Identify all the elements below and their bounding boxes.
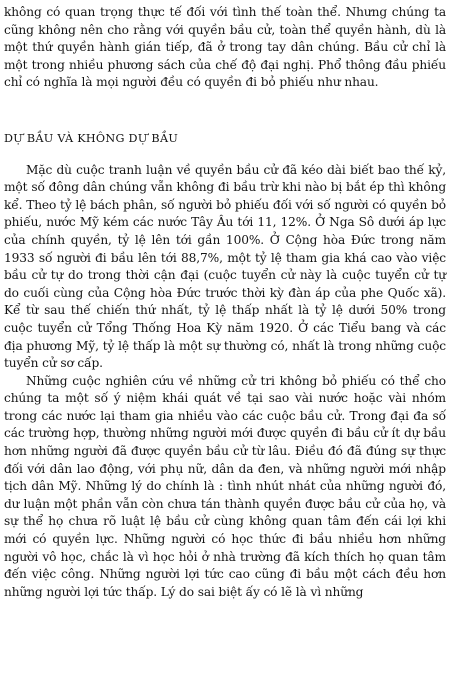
section-heading: DỰ BẦU VÀ KHÔNG DỰ BẦU bbox=[4, 131, 179, 145]
intro-paragraph: không có quan trọng thực tế đối với tình thế toàn thể. Nhưng chúng ta cũng không nên cho rằng với quyền bầu cử, toàn thể quyền hành, dù là một thứ quyền hành gián tiếp, đã ở trong tay dân chúng. Bầu cử chỉ là một trong nhiều phương sách của chế độ đại nghị. Phổ thông đầu phiếu chỉ có nghĩa là mọi người đều có quyền đi bỏ phiếu như nhau. bbox=[4, 5, 446, 90]
body-paragraph-2: Những cuộc nghiên cứu về những cử tri không bỏ phiếu có thể cho chúng ta một số ý niệm khái quát về tại sao vài nước hoặc vài nhóm trong các nước lại tham gia nhiều vào các cuộc bầu cử. Trong đại đa số các trường hợp, thường những người mới được quyền đi bầu cử ít dự bầu hơn những người đã được quyền bầu cử từ lâu. Điều đó đã đúng sự thực đối với dân lao động, với phụ nữ, dân da đen, và những người mới nhập tịch dân Mỹ. Những lý do chính là : tình nhút nhát của những người đó, dư luận một phần vẫn còn chưa tán thành quyền được bầu cử của họ, và sự thể họ chưa rõ luật lệ bầu cử cùng không quan tâm đến cái lợi khi mới có quyền lực. Những người có học thức đi bầu nhiều hơn những người vô học, chắc là vì học hỏi ở nhà trường đã kích thích họ quan tâm đến việc công. Những người lợi tức cao cũng đi bầu một cách đều hơn những người lợi tức thấp. Lý do sai biệt ấy có lẽ là vì những bbox=[4, 373, 446, 599]
body-paragraph-1: Mặc dù cuộc tranh luận về quyền bầu cử đã kéo dài biết bao thế kỷ, một số đông dân chúng vẫn không đi bầu trừ khi nào bị bắt ép thì không kể. Theo tỷ lệ bách phân, số người bỏ phiếu đối với số người có quyền bỏ phiếu, nước Mỹ kém các nước Tây Âu tới 11, 12%. Ở Nga Sô dưới áp lực của chính quyền, tỷ lệ lên tới gần 100%. Ở Cộng hòa Đức trong năm 1933 số người đi bầu lên tới 88,7%, một tỷ lệ tham gia khá cao vào việc bầu cử tự do trong thời cận đại (cuộc tuyển cử này là cuộc tuyển cử tự do cuối cùng của Cộng hòa Đức trước thời kỳ đàn áp của phe Quốc xã). Kể từ sau thế chiến thứ nhất, tỷ lệ thấp nhất là tỷ lệ dưới 50% trong cuộc tuyển cử Tổng Thống Hoa Kỳ năm 1920. Ở các Tiểu bang và các địa phương Mỹ, tỷ lệ thấp là một sự thường có, nhất là trong những cuộc tuyển cử sơ cấp. bbox=[4, 162, 446, 371]
